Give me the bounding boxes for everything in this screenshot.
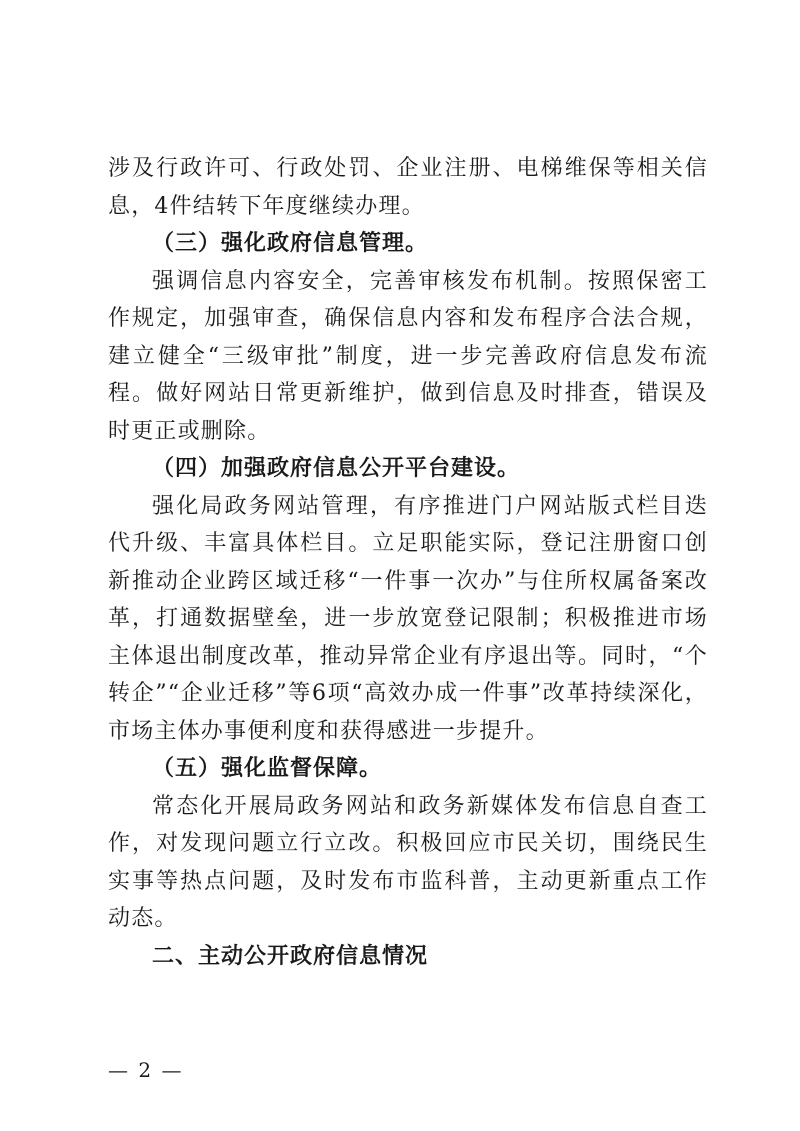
heading-strengthen-info-management: （三）强化政府信息管理。 (152, 231, 429, 256)
paragraph-supervision: 常态化开展局政务网站和政务新媒体发布信息自查工作，对发现问题立行立改。积极回应市民关切，围绕民生实事等热点问题，及时发布市监科普，主动更新重点工作动态。 (108, 793, 708, 931)
document-body (108, 150, 708, 975)
section-heading-active-disclosure: 二、主动公开政府信息情况 (152, 943, 429, 969)
paragraph-platform-construction: 强化局政务网站管理，有序推进门户网站版式栏目迭代升级、丰富具体栏目。立足职能实际，登记注册窗口创新推动企业跨区域迁移“一件事一次办”与住所权属备案改革，打通数据壁垒，进一步放宽登记限制；积极推进市场主体退出制度改革，推动异常企业有序退出等。同时，“个转企”“企业迁移”等6项“高效办成一件事”改革持续深化，市场主体办事便利度和获得感进一步提升。 (108, 493, 708, 744)
heading-supervision: （五）强化监督保障。 (152, 756, 383, 781)
paragraph-continuation: 涉及行政许可、行政处罚、企业注册、电梯维保等相关信息，4件结转下年度继续办理。 (108, 156, 708, 219)
paragraph-info-management: 强调信息内容安全，完善审核发布机制。按照保密工作规定，加强审查，确保信息内容和发布程序合法合规，建立健全“三级审批”制度，进一步完善政府信息发布流程。做好网站日常更新维护，做到信息及时排查，错误及时更正或删除。 (108, 268, 708, 444)
page-number: — 2 — (108, 1058, 184, 1082)
heading-platform-construction: （四）加强政府信息公开平台建设。 (152, 456, 521, 481)
